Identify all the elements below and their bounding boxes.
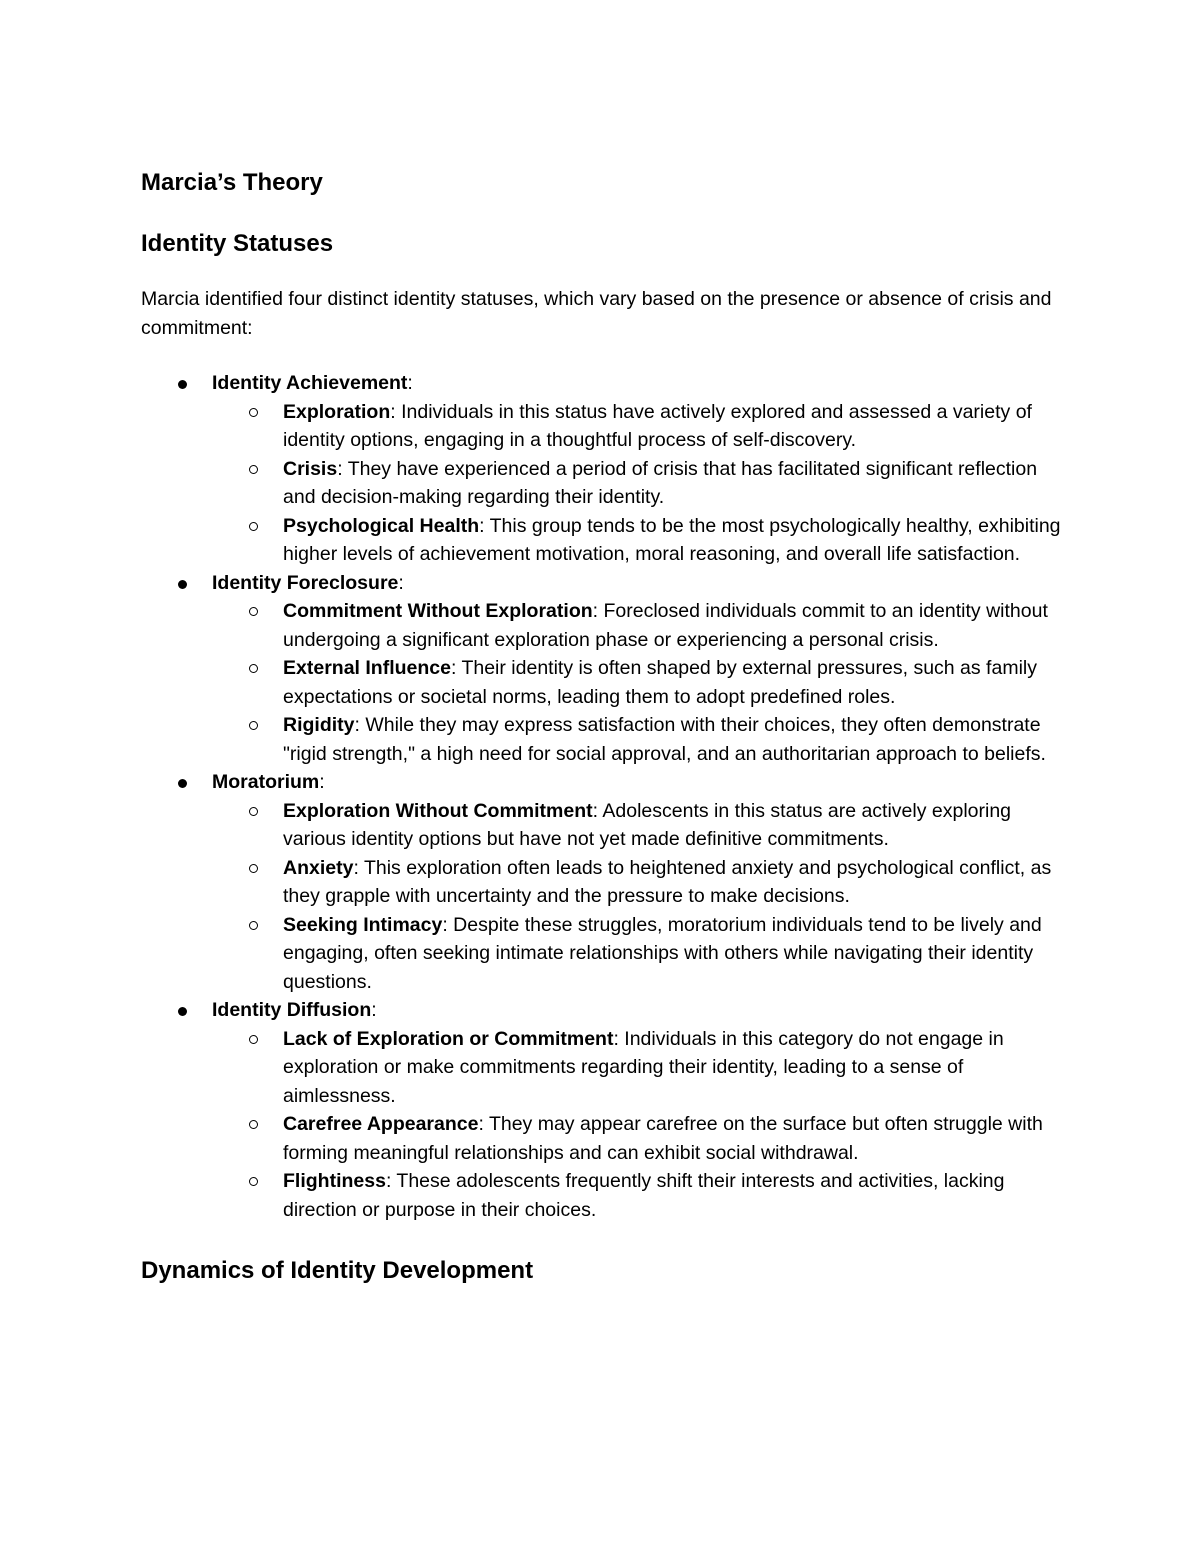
detail-text: Adolescents in this status are actively exploring various identity options but have not yet made definitive commitments. — [283, 799, 1012, 850]
detail-text: This group tends to be the most psychologically healthy, exhibiting higher levels of achievement motivation, moral reasoning, and overall life satisfaction. — [283, 514, 1061, 565]
filled-bullet-icon — [178, 580, 187, 589]
filled-bullet-icon — [178, 380, 187, 389]
status-name: Moratorium — [212, 771, 320, 793]
status-item: Identity Diffusion: Lack of Exploration or Commitment: Individuals in this category do not engage in exploration or make commitments regarding their identity, leading to a sense of aimlessness. Carefree Appearance: They may appear carefree on the surface but often struggle with forming meaningful relationships and can exhibit social withdrawal. Flightiness: These adolescents frequently shift their interests and activities, lacking direction or purpose in their choices. — [141, 996, 1066, 1224]
detail-text: Their identity is often shaped by external pressures, such as family expectations or societal norms, leading them to adopt predefined roles. — [283, 657, 1037, 708]
detail-item: Lack of Exploration or Commitment: Individuals in this category do not engage in exploration or make commitments regarding their identity, leading to a sense of aimlessness. — [212, 1025, 1066, 1111]
detail-text: Individuals in this category do not engage in exploration or make commitments regarding their identity, leading to a sense of aimlessness. — [283, 1027, 1004, 1107]
status-name: Identity Diffusion — [212, 999, 372, 1021]
detail-item: Psychological Health: This group tends to be the most psychologically healthy, exhibiting higher levels of achievement motivation, moral reasoning, and overall life satisfaction. — [212, 512, 1066, 569]
detail-text: While they may express satisfaction with their choices, they often demonstrate "rigid strength," a high need for social approval, and an authoritarian approach to beliefs. — [283, 714, 1046, 765]
detail-item: Exploration: Individuals in this status have actively explored and assessed a variety of identity options, engaging in a thoughtful process of self-discovery. — [212, 398, 1066, 455]
detail-term: Commitment Without Exploration — [283, 600, 593, 622]
detail-term: Crisis — [283, 457, 338, 480]
detail-item: Flightiness: These adolescents frequently shift their interests and activities, lacking direction or purpose in their choices. — [212, 1167, 1066, 1224]
detail-term: Anxiety — [283, 856, 354, 879]
detail-term: External Influence — [283, 657, 451, 679]
detail-item: Exploration Without Commitment: Adolescents in this status are actively exploring various identity options but have not yet made definitive commitments. — [212, 797, 1066, 854]
hollow-bullet-icon — [249, 664, 258, 673]
detail-item: Anxiety: This exploration often leads to heightened anxiety and psychological conflict, as they grapple with uncertainty and the pressure to make decisions. — [212, 854, 1066, 911]
detail-term: Lack of Exploration or Commitment — [283, 1027, 614, 1050]
status-detail-list — [212, 597, 1066, 768]
detail-text: Individuals in this status have actively explored and assessed a variety of identity options, engaging in a thoughtful process of self-discovery. — [283, 400, 1032, 451]
hollow-bullet-icon — [249, 1035, 258, 1044]
status-name: Identity Foreclosure — [212, 571, 399, 594]
hollow-bullet-icon — [249, 465, 258, 474]
detail-text: These adolescents frequently shift their interests and activities, lacking direction or purpose in their choices. — [283, 1170, 1005, 1221]
detail-text: Foreclosed individuals commit to an identity without undergoing a significant exploration phase or experiencing a personal crisis. — [283, 600, 1048, 651]
detail-term: Rigidity — [283, 714, 355, 736]
status-item: Moratorium: Exploration Without Commitment: Adolescents in this status are actively exploring various identity options but have not yet made definitive commitments. Anxiety: This exploration often leads to heightened anxiety and psychological conflict, as they grapple with uncertainty and the pressure to make decisions. Seeking Intimacy: Despite these struggles, moratorium individuals tend to be lively and engaging, often seeking intimate relationships with others while navigating their identity questions. — [141, 768, 1066, 996]
status-detail-list — [212, 398, 1066, 569]
detail-text: They have experienced a period of crisis that has facilitated significant reflection and decision-making regarding their identity. — [283, 457, 1038, 508]
detail-term: Seeking Intimacy — [283, 913, 443, 936]
detail-term: Carefree Appearance — [283, 1113, 479, 1135]
detail-term: Flightiness — [283, 1170, 386, 1192]
detail-item: Rigidity: While they may express satisfaction with their choices, they often demonstrate "rigid strength," a high need for social approval, and an authoritarian approach to beliefs. — [212, 711, 1066, 768]
hollow-bullet-icon — [249, 721, 258, 730]
status-detail-list — [212, 1025, 1066, 1225]
section-heading: Identity Statuses — [141, 230, 334, 257]
intro-paragraph: Marcia identified four distinct identity statuses, which vary based on the presence or absence of crisis and commitment: — [141, 288, 1052, 339]
detail-term: Exploration — [283, 400, 391, 423]
filled-bullet-icon — [178, 779, 187, 788]
detail-term: Exploration Without Commitment — [283, 799, 593, 822]
status-item: Identity Foreclosure: Commitment Without Exploration: Foreclosed individuals commit to an identity without undergoing a significant exploration phase or experiencing a personal crisis. External Influence: Their identity is often shaped by external pressures, such as family expectations or societal norms, leading them to adopt predefined roles. Rigidity: While they may express satisfaction with their choices, they often demonstrate "rigid strength," a high need for social approval, and an authoritarian approach to beliefs. — [141, 569, 1066, 769]
filled-bullet-icon — [178, 1007, 187, 1016]
hollow-bullet-icon — [249, 921, 258, 930]
hollow-bullet-icon — [249, 522, 258, 531]
hollow-bullet-icon — [249, 1120, 258, 1129]
hollow-bullet-icon — [249, 607, 258, 616]
status-detail-list — [212, 797, 1066, 997]
detail-item: External Influence: Their identity is often shaped by external pressures, such as family expectations or societal norms, leading them to adopt predefined roles. — [212, 654, 1066, 711]
document-page — [141, 166, 1066, 1288]
next-section-heading: Dynamics of Identity Development — [141, 1257, 534, 1284]
hollow-bullet-icon — [249, 1177, 258, 1186]
status-name: Identity Achievement — [212, 372, 408, 394]
document-title: Marcia’s Theory — [141, 169, 323, 196]
detail-item: Carefree Appearance: They may appear carefree on the surface but often struggle with forming meaningful relationships and can exhibit social withdrawal. — [212, 1110, 1066, 1167]
hollow-bullet-icon — [249, 864, 258, 873]
detail-text: They may appear carefree on the surface but often struggle with forming meaningful relationships and can exhibit social withdrawal. — [283, 1113, 1043, 1164]
status-item: Identity Achievement: Exploration: Individuals in this status have actively explored and assessed a variety of identity options, engaging in a thoughtful process of self-discovery. Crisis: They have experienced a period of crisis that has facilitated significant reflection and decision-making regarding their identity. Psychological Health: This group tends to be the most psychologically healthy, exhibiting higher levels of achievement motivation, moral reasoning, and overall life satisfaction. — [141, 369, 1066, 569]
hollow-bullet-icon — [249, 408, 258, 417]
hollow-bullet-icon — [249, 807, 258, 816]
detail-item: Crisis: They have experienced a period of crisis that has facilitated significant reflection and decision-making regarding their identity. — [212, 455, 1066, 512]
detail-text: This exploration often leads to heightened anxiety and psychological conflict, as they grapple with uncertainty and the pressure to make decisions. — [283, 856, 1052, 907]
detail-item: Seeking Intimacy: Despite these struggles, moratorium individuals tend to be lively and engaging, often seeking intimate relationships with others while navigating their identity questions. — [212, 911, 1066, 997]
status-list — [141, 369, 1066, 1224]
detail-term: Psychological Health — [283, 514, 480, 537]
detail-item: Commitment Without Exploration: Foreclosed individuals commit to an identity without undergoing a significant exploration phase or experiencing a personal crisis. — [212, 597, 1066, 654]
detail-text: Despite these struggles, moratorium individuals tend to be lively and engaging, often seeking intimate relationships with others while navigating their identity questions. — [283, 913, 1042, 993]
